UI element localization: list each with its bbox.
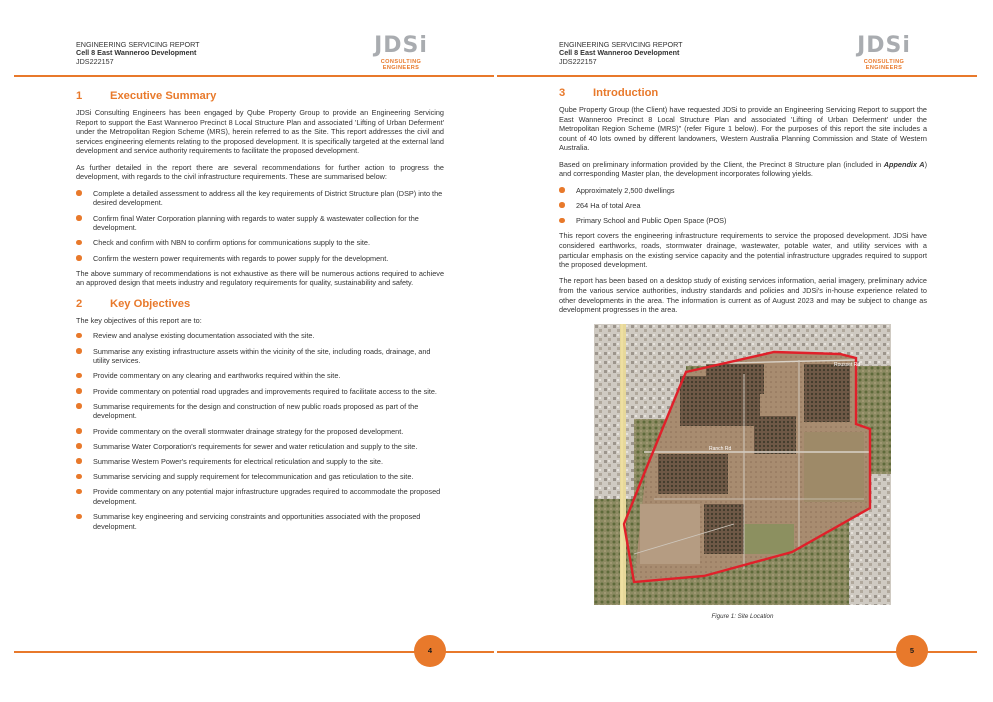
site-location-map: [594, 324, 891, 605]
header-divider: [14, 75, 494, 77]
page-header: [559, 41, 683, 66]
paragraph: JDSi Consulting Engineers has been engaged by Qube Property Group to provide an Engineering Servicing Report to support the East Wanneroo Precinct 8 Local Structure Plan and associated 'Lifting of Urban Deferment' under the Metropolitan Region Scheme (MRS), herein referred to as the Site. This report addresses the civil and services engineering elements relating to the proposed development. It is specifically targeted at the external land development and service authority requirements to facilitate the proposed development.: [76, 108, 444, 156]
yields-list: [559, 186, 927, 226]
paragraph: The above summary of recommendations is not exhaustive as there will be numerous actions required to achieve an approved design that meets industry and regulatory requirements for quality, sustainability and safety.: [76, 268, 444, 288]
list-item: 264 Ha of total Area: [559, 201, 927, 211]
list-item: Provide commentary on any clearing and earthworks required within the site.: [76, 371, 444, 381]
bullet-icon: [76, 403, 82, 409]
road-label: Ranch Rd: [709, 446, 732, 452]
bullet-icon: [76, 489, 82, 495]
road-label: Rousset Rd: [834, 362, 861, 368]
bullet-icon: [76, 373, 82, 379]
report-subtitle: Cell 8 East Wanneroo Development: [76, 48, 197, 58]
bullet-icon: [76, 333, 82, 339]
recommendations-list: [76, 189, 444, 263]
paragraph: Qube Property Group (the Client) have requested JDSi to provide an Engineering Servicing Report to support the East Wanneroo Precinct 8 Local Structure Plan and associated 'Lifting of Urban Deferment' under the Metropolitan Region Scheme (MRS)" (refer Figure 1 below). For the purposes of this report the site includes a count of 40 lots owned by different landowners, Western Australia Planning Commission and State of Western Australia.: [559, 105, 927, 153]
bullet-icon: [76, 240, 82, 246]
list-item: Confirm the western power requirements with regards to power supply for the development.: [76, 254, 444, 264]
jdsi-logo: [845, 34, 923, 71]
report-code: JDS222157: [559, 56, 597, 66]
aerial-image: [594, 324, 891, 605]
bullet-icon: [559, 218, 565, 224]
bullet-icon: [559, 187, 565, 193]
bullet-icon: [76, 215, 82, 221]
bullet-icon: [76, 428, 82, 434]
logo-tagline: CONSULTING ENGINEERS: [380, 59, 422, 71]
figure-caption: Figure 1: Site Location: [711, 613, 774, 620]
list-item: Summarise Water Corporation's requirements for sewer and water reticulation and supply to the site.: [76, 442, 444, 452]
page-number-badge: 4: [414, 635, 446, 667]
list-item: Summarise Western Power's requirements for electrical reticulation and supply to the site.: [76, 457, 444, 467]
bullet-icon: [76, 388, 82, 394]
section-heading-executive-summary: [76, 89, 444, 103]
section-number: 1: [76, 90, 83, 102]
left-page-content: [76, 89, 444, 537]
paragraph: The key objectives of this report are to:: [76, 315, 202, 325]
logo-word: JDSi: [857, 33, 911, 58]
appendix-reference: Appendix A: [883, 159, 925, 169]
paragraph: The report has been based on a desktop study of existing services information, aerial imagery, preliminary advice from the various service authorities, industry standards and policies and JDSi's in-house experience related to other developments in the area. The information is current as of August 2023 and may be subject to change as development progresses in the area.: [559, 276, 927, 315]
list-item: Review and analyse existing documentation associated with the site.: [76, 331, 444, 341]
page-header: [76, 41, 200, 66]
section-number: 2: [76, 297, 83, 310]
report-subtitle: Cell 8 East Wanneroo Development: [559, 48, 680, 58]
section-heading-introduction: [559, 86, 927, 100]
left-page: [14, 0, 494, 702]
section-number: 3: [559, 87, 566, 99]
bullet-icon: [76, 255, 82, 261]
right-page-content: [559, 86, 927, 322]
paragraph: This report covers the engineering infrastructure requirements to service the proposed development. JDSi have considered earthworks, roads, stormwater drainage, wastewater, potable water, and utility services with a particular emphasis on the existing service capacity and the potential infrastructure upgrades required to support the proposed development.: [559, 231, 927, 270]
report-title: ENGINEERING SERVICING REPORT: [559, 40, 683, 49]
page-number-badge: 5: [896, 635, 928, 667]
logo-word: JDSi: [374, 33, 428, 58]
header-divider: [497, 75, 977, 77]
section-title: Executive Summary: [110, 90, 217, 102]
right-page: [497, 0, 977, 702]
list-item: Approximately 2,500 dwellings: [559, 186, 927, 196]
list-item: Summarise servicing and supply requirement for telecommunication and gas reticulation to the site.: [76, 472, 444, 482]
paragraph: Based on preliminary information provided by the Client, the Precinct 8 Structure plan (included in Appendix A) and corresponding Master plan, the development incorporates following yields.: [559, 159, 927, 179]
list-item: Complete a detailed assessment to address all the key requirements of District Structure plan (DSP) into the desired development.: [76, 189, 444, 208]
bullet-icon: [76, 348, 82, 354]
bullet-icon: [559, 202, 565, 208]
list-item: Provide commentary on potential road upgrades and improvements required to facilitate access to the site.: [76, 387, 444, 397]
list-item: Check and confirm with NBN to confirm options for communications supply to the site.: [76, 238, 444, 248]
section-heading-key-objectives: [76, 297, 444, 311]
section-title: Key Objectives: [110, 297, 191, 310]
list-item: Provide commentary on the overall stormwater drainage strategy for the proposed development.: [76, 427, 444, 437]
list-item: Summarise key engineering and servicing constraints and opportunities associated with the proposed development.: [76, 512, 444, 531]
jdsi-logo: [362, 34, 440, 71]
report-title: ENGINEERING SERVICING REPORT: [76, 40, 200, 49]
bullet-icon: [76, 458, 82, 464]
bullet-icon: [76, 190, 82, 196]
list-item: Summarise any existing infrastructure assets within the vicinity of the site, including roads, drainage, and utility services.: [76, 347, 444, 366]
bullet-icon: [76, 514, 82, 520]
report-code: JDS222157: [76, 56, 114, 66]
bullet-icon: [76, 474, 82, 480]
logo-tagline: CONSULTING ENGINEERS: [863, 59, 905, 71]
list-item: Primary School and Public Open Space (POS): [559, 216, 927, 226]
list-item: Summarise requirements for the design and construction of new public roads proposed as part of the development.: [76, 402, 444, 421]
list-item: Confirm final Water Corporation planning with regards to water supply & wastewater collection for the development.: [76, 214, 444, 233]
bullet-icon: [76, 443, 82, 449]
list-item: Provide commentary on any potential major infrastructure upgrades required to accommodate the proposed development.: [76, 487, 444, 506]
paragraph: As further detailed in the report there are several recommendations for further action to progress the development, with regards to the civil infrastructure requirements. These are summarised below:: [76, 162, 444, 182]
section-title: Introduction: [593, 87, 659, 99]
objectives-list: [76, 331, 444, 531]
